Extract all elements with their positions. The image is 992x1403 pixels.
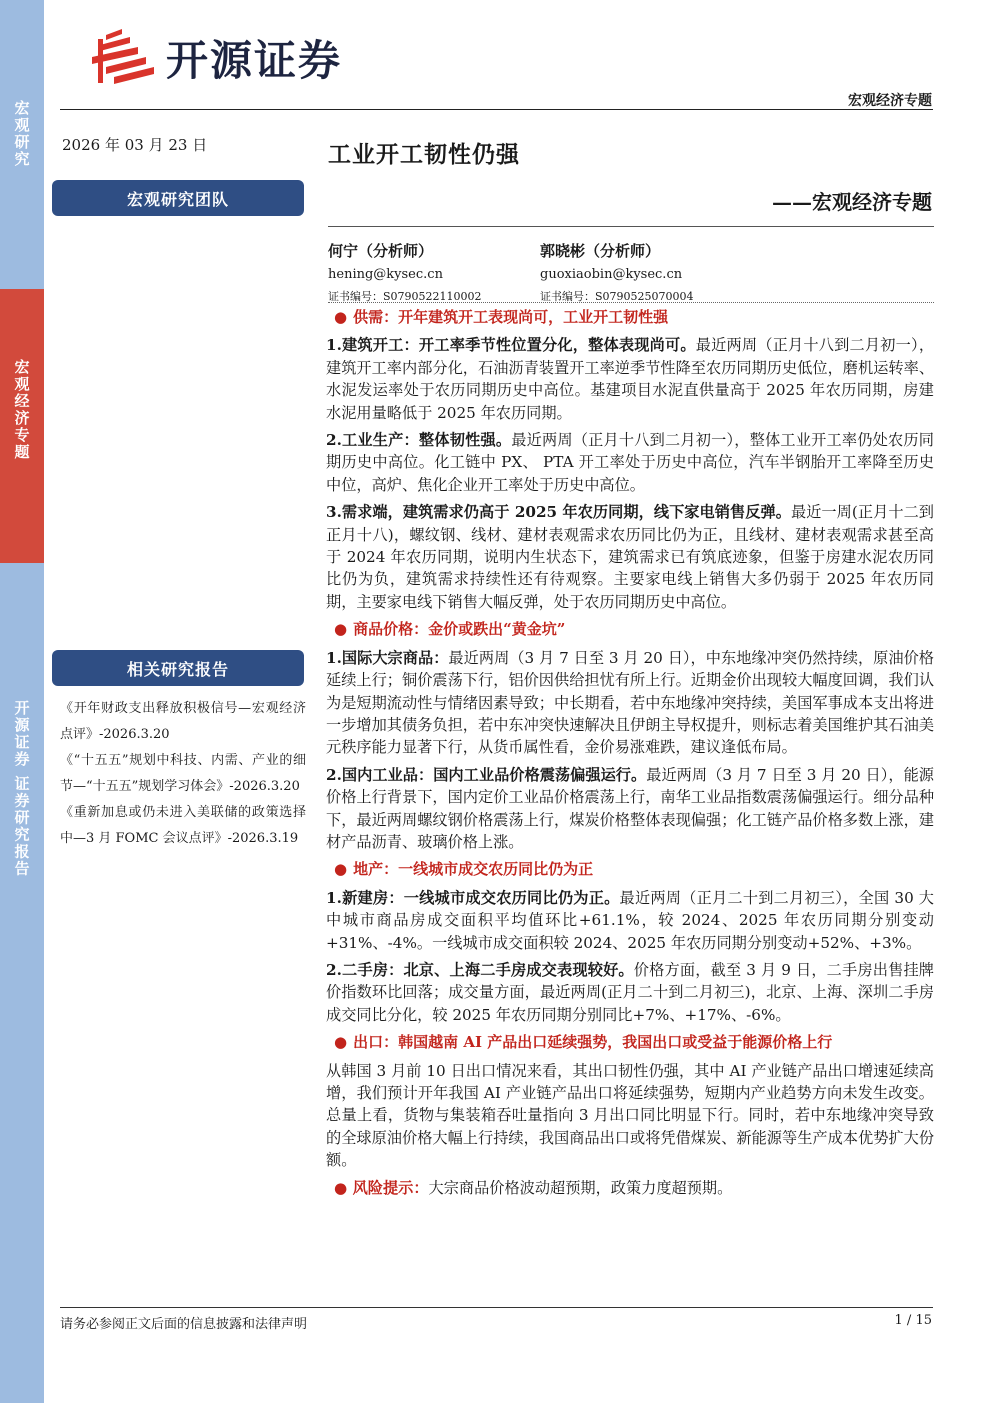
strip-label-top: 宏观研究 <box>12 100 31 168</box>
report-date: 2026 年 03 月 23 日 <box>62 136 208 154</box>
bullet-icon: ● <box>334 1033 348 1052</box>
analyst-divider <box>328 302 934 303</box>
main-content <box>326 306 934 1204</box>
bullet-icon: ● <box>334 860 348 879</box>
report-subtitle: ——宏观经济专题 <box>772 190 932 214</box>
paragraph: 1.新建房：一线城市成交农历同比仍为正。最近两周（正月二十到二月初三），全国 30 大中城市商品房成交面积平均值环比+61.1%，较 2024、2025 年农历同期分别变动+31%、-4%。一线城市成交面积较 2024、2025 年农历同期分别变动+52%、+3%。 <box>326 888 934 952</box>
header-divider <box>60 109 933 110</box>
title-divider <box>328 226 934 227</box>
section-heading: ● 出口：韩国越南 AI 产品出口延续强势，我国出口或受益于能源价格上行 <box>334 1033 833 1052</box>
footer-disclaimer: 请务必参阅正文后面的信息披露和法律声明 <box>60 1317 308 1332</box>
analyst-name: 郭晓彬（分析师） <box>540 242 661 260</box>
paragraph: 2.国内工业品：国内工业品价格震荡偏强运行。最近两周（3 月 7 日至 3 月 20 日），能源价格上行背景下，国内定价工业品价格震荡上行，南华工业品指数震荡偏强运行。细分品种下，最近两周螺纹钢价格震荡上行，煤炭价格整体表现偏强；化工链产品价格多数上涨，建材产品沥青、玻璃价格上涨。 <box>326 765 934 851</box>
section-heading: ● 地产：一线城市成交农历同比仍为正 <box>334 860 594 879</box>
section-heading: ● 商品价格：金价或跌出“黄金坑” <box>334 620 566 639</box>
header-category: 宏观经济专题 <box>848 93 932 109</box>
analyst-card <box>328 240 482 304</box>
strip-label-bottom: 开源证券 证券研究报告 <box>12 700 31 878</box>
related-reports <box>60 696 306 852</box>
brand-logo-icon <box>86 29 158 87</box>
related-report-item[interactable]: 《重新加息或仍未进入美联储的政策选择中—3 月 FOMC 会议点评》-2026.3.19 <box>60 805 306 846</box>
strip-label-middle: 宏观经济专题 <box>12 359 31 461</box>
bullet-icon: ● <box>334 1178 348 1197</box>
page-number: 1 / 15 <box>894 1313 932 1328</box>
paragraph: 3.需求端，建筑需求仍高于 2025 年农历同期，线下家电销售反弹。最近一周(正月十二到正月十八)，螺纹钢、线材、建材表观需求农历同比仍为正，且线材、建材表观需求甚至高于 2024 年农历同期，说明内生状态下，建筑需求已有筑底迹象，但鉴于房建水泥农历同比仍为负，建筑需求持续性还有待观察。主要家电线上销售大多仍弱于 2025 年农历同期，主要家电线下销售大幅反弹，处于农历同期历史中高位。 <box>326 503 934 611</box>
strip-segment-bottom <box>0 700 44 1000</box>
related-report-item[interactable]: 《“十五五”规划中科技、内需、产业的细节—“十五五”规划学习体会》-2026.3.20 <box>60 753 306 794</box>
brand-name: 开源证券 <box>166 36 343 85</box>
analyst-cert: 证书编号：S0790522110002 <box>328 290 482 303</box>
related-label: 相关研究报告 <box>126 659 229 679</box>
strip-segment-middle <box>0 289 44 563</box>
footer-divider <box>60 1307 933 1308</box>
related-report-item[interactable]: 《开年财政支出释放积极信号—宏观经济点评》-2026.3.20 <box>60 701 306 742</box>
brand-logo <box>86 28 342 88</box>
related-label-box <box>52 650 304 686</box>
left-strip <box>0 0 44 1403</box>
section-heading: ● 供需：开年建筑开工表现尚可，工业开工韧性强 <box>334 308 669 326</box>
report-title: 工业开工韧性仍强 <box>328 141 520 168</box>
strip-segment-top <box>0 100 44 280</box>
paragraph: 1.国际大宗商品：最近两周（3 月 7 日至 3 月 20 日），中东地缘冲突仍然持续，原油价格延续上行；铜价震荡下行，铝价因供给担忧有所上行。近期金价出现较大幅度回调，我们认为是短期流动性与情绪因素导致；中长期看，若中东地缘冲突持续，美国军事成本支出将进一步增加其债务负担，若中东冲突快速解决且伊朗主导权提升，则标志着美国维护其石油美元秩序能力显著下行，从货币属性看，金价易涨难跌，建议逢低布局。 <box>326 648 934 757</box>
analyst-email[interactable]: hening@kysec.cn <box>328 267 443 282</box>
bullet-icon: ● <box>334 308 348 326</box>
analyst-name: 何宁（分析师） <box>328 242 434 260</box>
risk-note: ● 风险提示：大宗商品价格波动超预期，政策力度超预期。 <box>334 1178 733 1197</box>
paragraph: 2.工业生产：整体韧性强。最近两周（正月十八到二月初一），整体工业开工率仍处农历同期历史中高位。化工链中 PX、 PTA 开工率处于历史中高位，汽车半钢胎开工率降至历史中位，高炉、焦化企业开工率处于历史中高位。 <box>326 431 934 494</box>
team-label-box <box>52 180 304 216</box>
analyst-email[interactable]: guoxiaobin@kysec.cn <box>540 267 683 282</box>
analyst-card <box>540 240 694 304</box>
analyst-cert: 证书编号：S0790525070004 <box>540 290 694 303</box>
paragraph: 2.二手房：北京、上海二手房成交表现较好。价格方面，截至 3 月 9 日，二手房出售挂牌价指数环比回落；成交量方面，最近两周(正月二十到二月初三)，北京、上海、深圳二手房成交同比分化，较 2025 年农历同期分别同比+7%、+17%、-6%。 <box>326 960 934 1024</box>
team-label: 宏观研究团队 <box>126 189 229 209</box>
bullet-icon: ● <box>334 620 348 639</box>
paragraph: 从韩国 3 月前 10 日出口情况来看，其出口韧性仍强，其中 AI 产业链产品出口增速延续高增，我们预计开年我国 AI 产业链产品出口将延续强势，短期内产业趋势方向未发生改变。总量上看，货物与集装箱吞吐量指向 3 月出口同比明显下行。同时，若中东地缘冲突导致的全球原油价格大幅上行持续，我国商品出口或将凭借煤炭、新能源等生产成本优势扩大份额。 <box>326 1061 934 1170</box>
paragraph: 1.建筑开工：开工率季节性位置分化，整体表现尚可。最近两周（正月十八到二月初一），建筑开工率内部分化，石油沥青装置开工率逆季节性降至农历同期历史低位，磨机运转率、水泥发运率处于农历同期历史中高位。基建项目水泥直供量高于 2025 年农历同期，房建水泥用量略低于 2025 年农历同期。 <box>326 336 935 422</box>
